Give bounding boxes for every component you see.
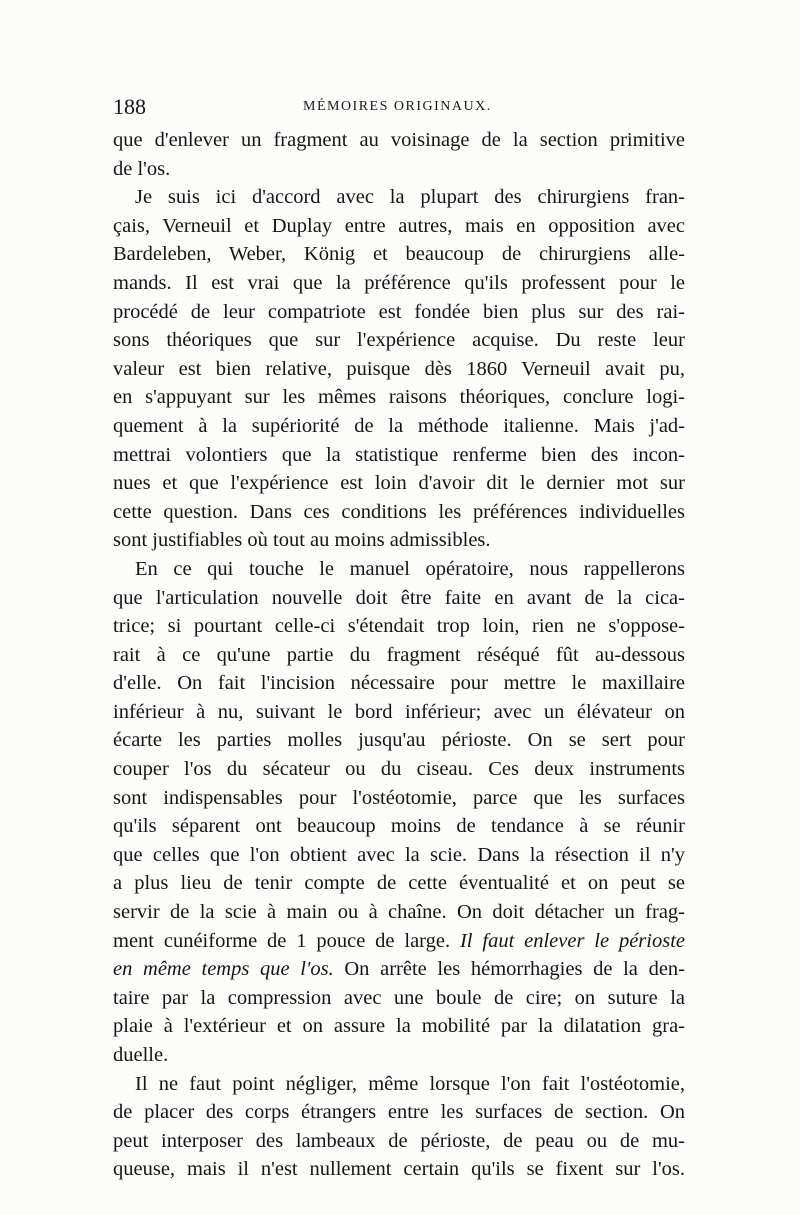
text-line: En ce qui touche le manuel opératoire, nous rappellerons bbox=[135, 557, 685, 580]
text-line: valeur est bien relative, puisque dès 1860 Verneuil avait pu, bbox=[113, 357, 685, 380]
text-line: taire par la compression avec une boule de cire; on suture la bbox=[113, 986, 685, 1009]
text-line: mands. Il est vrai que la préférence qu'ils professent pour le bbox=[113, 271, 685, 294]
text-line: inférieur à nu, suivant le bord inférieur; avec un élévateur on bbox=[113, 700, 685, 723]
text-line: peut interposer des lambeaux de périoste, de peau ou de mu- bbox=[113, 1129, 685, 1152]
text-line: en s'appuyant sur les mêmes raisons théoriques, conclure logi- bbox=[113, 386, 685, 409]
running-title: MÉMOIRES ORIGINAUX. bbox=[303, 99, 492, 114]
text-line: Je suis ici d'accord avec la plupart des chirurgiens fran- bbox=[135, 186, 685, 209]
paragraph bbox=[113, 183, 685, 555]
text-line: queuse, mais il n'est nullement certain qu'ils se fixent sur l'os. bbox=[113, 1158, 685, 1181]
text-line: Bardeleben, Weber, König et beaucoup de chirurgiens alle- bbox=[113, 243, 685, 266]
page-header bbox=[113, 94, 685, 124]
text-line: sont justifiables où tout au moins admissibles. bbox=[113, 529, 491, 552]
text-line: plaie à l'extérieur et on assure la mobilité par la dilatation gra- bbox=[113, 1015, 685, 1038]
text-line: de placer des corps étrangers entre les surfaces de section. On bbox=[113, 1101, 685, 1124]
text-line-mixed bbox=[113, 955, 685, 984]
page-number: 188 bbox=[113, 94, 146, 119]
paragraph bbox=[113, 1070, 685, 1184]
text-line-mixed bbox=[113, 927, 685, 956]
paragraph bbox=[113, 555, 685, 1070]
text-line: qu'ils séparent ont beaucoup moins de tendance à se réunir bbox=[113, 815, 685, 838]
text-line: que l'articulation nouvelle doit être faite en avant de la cica- bbox=[113, 586, 685, 609]
text-run: On arrête les hémorrhagies de la den- bbox=[333, 958, 685, 981]
text-line: Il ne faut point négliger, même lorsque l'on fait l'ostéotomie, bbox=[135, 1072, 685, 1095]
text-line: quement à la supériorité de la méthode italienne. Mais j'ad- bbox=[113, 414, 685, 437]
paragraph bbox=[113, 126, 685, 183]
text-line: procédé de leur compatriote est fondée bien plus sur des rai- bbox=[113, 300, 685, 323]
text-line: a plus lieu de tenir compte de cette éventualité et on peut se bbox=[113, 872, 685, 895]
text-line: rait à ce qu'une partie du fragment réséqué fût au-dessous bbox=[113, 643, 685, 666]
body-text bbox=[113, 126, 685, 1184]
text-run: ment cunéiforme de 1 pouce de large. bbox=[113, 929, 460, 952]
text-line: çais, Verneuil et Duplay entre autres, mais en opposition avec bbox=[113, 214, 685, 237]
text-line: couper l'os du sécateur ou du ciseau. Ces deux instruments bbox=[113, 758, 685, 781]
text-line: servir de la scie à main ou à chaîne. On doit détacher un frag- bbox=[113, 901, 685, 924]
text-line: de l'os. bbox=[113, 157, 171, 180]
text-line: sont indispensables pour l'ostéotomie, parce que les surfaces bbox=[113, 786, 685, 809]
text-line: sons théoriques que sur l'expérience acquise. Du reste leur bbox=[113, 329, 685, 352]
text-line: trice; si pourtant celle-ci s'étendait trop loin, rien ne s'oppose- bbox=[113, 615, 685, 638]
text-line: cette question. Dans ces conditions les préférences individuelles bbox=[113, 500, 685, 523]
text-line: mettrai volontiers que la statistique renferme bien des incon- bbox=[113, 443, 685, 466]
italic-text: en même temps que l'os. bbox=[113, 958, 334, 981]
text-line: écarte les parties molles jusqu'au périoste. On se sert pour bbox=[113, 729, 685, 752]
text-line: que celles que l'on obtient avec la scie. Dans la résection il n'y bbox=[113, 843, 685, 866]
text-line: duelle. bbox=[113, 1044, 169, 1066]
text-line: d'elle. On fait l'incision nécessaire pour mettre le maxillaire bbox=[113, 672, 685, 695]
text-line: nues et que l'expérience est loin d'avoir dit le dernier mot sur bbox=[113, 472, 685, 495]
text-line: que d'enlever un fragment au voisinage de la section primitive bbox=[113, 129, 685, 151]
italic-text: Il faut enlever le périoste bbox=[459, 929, 685, 952]
